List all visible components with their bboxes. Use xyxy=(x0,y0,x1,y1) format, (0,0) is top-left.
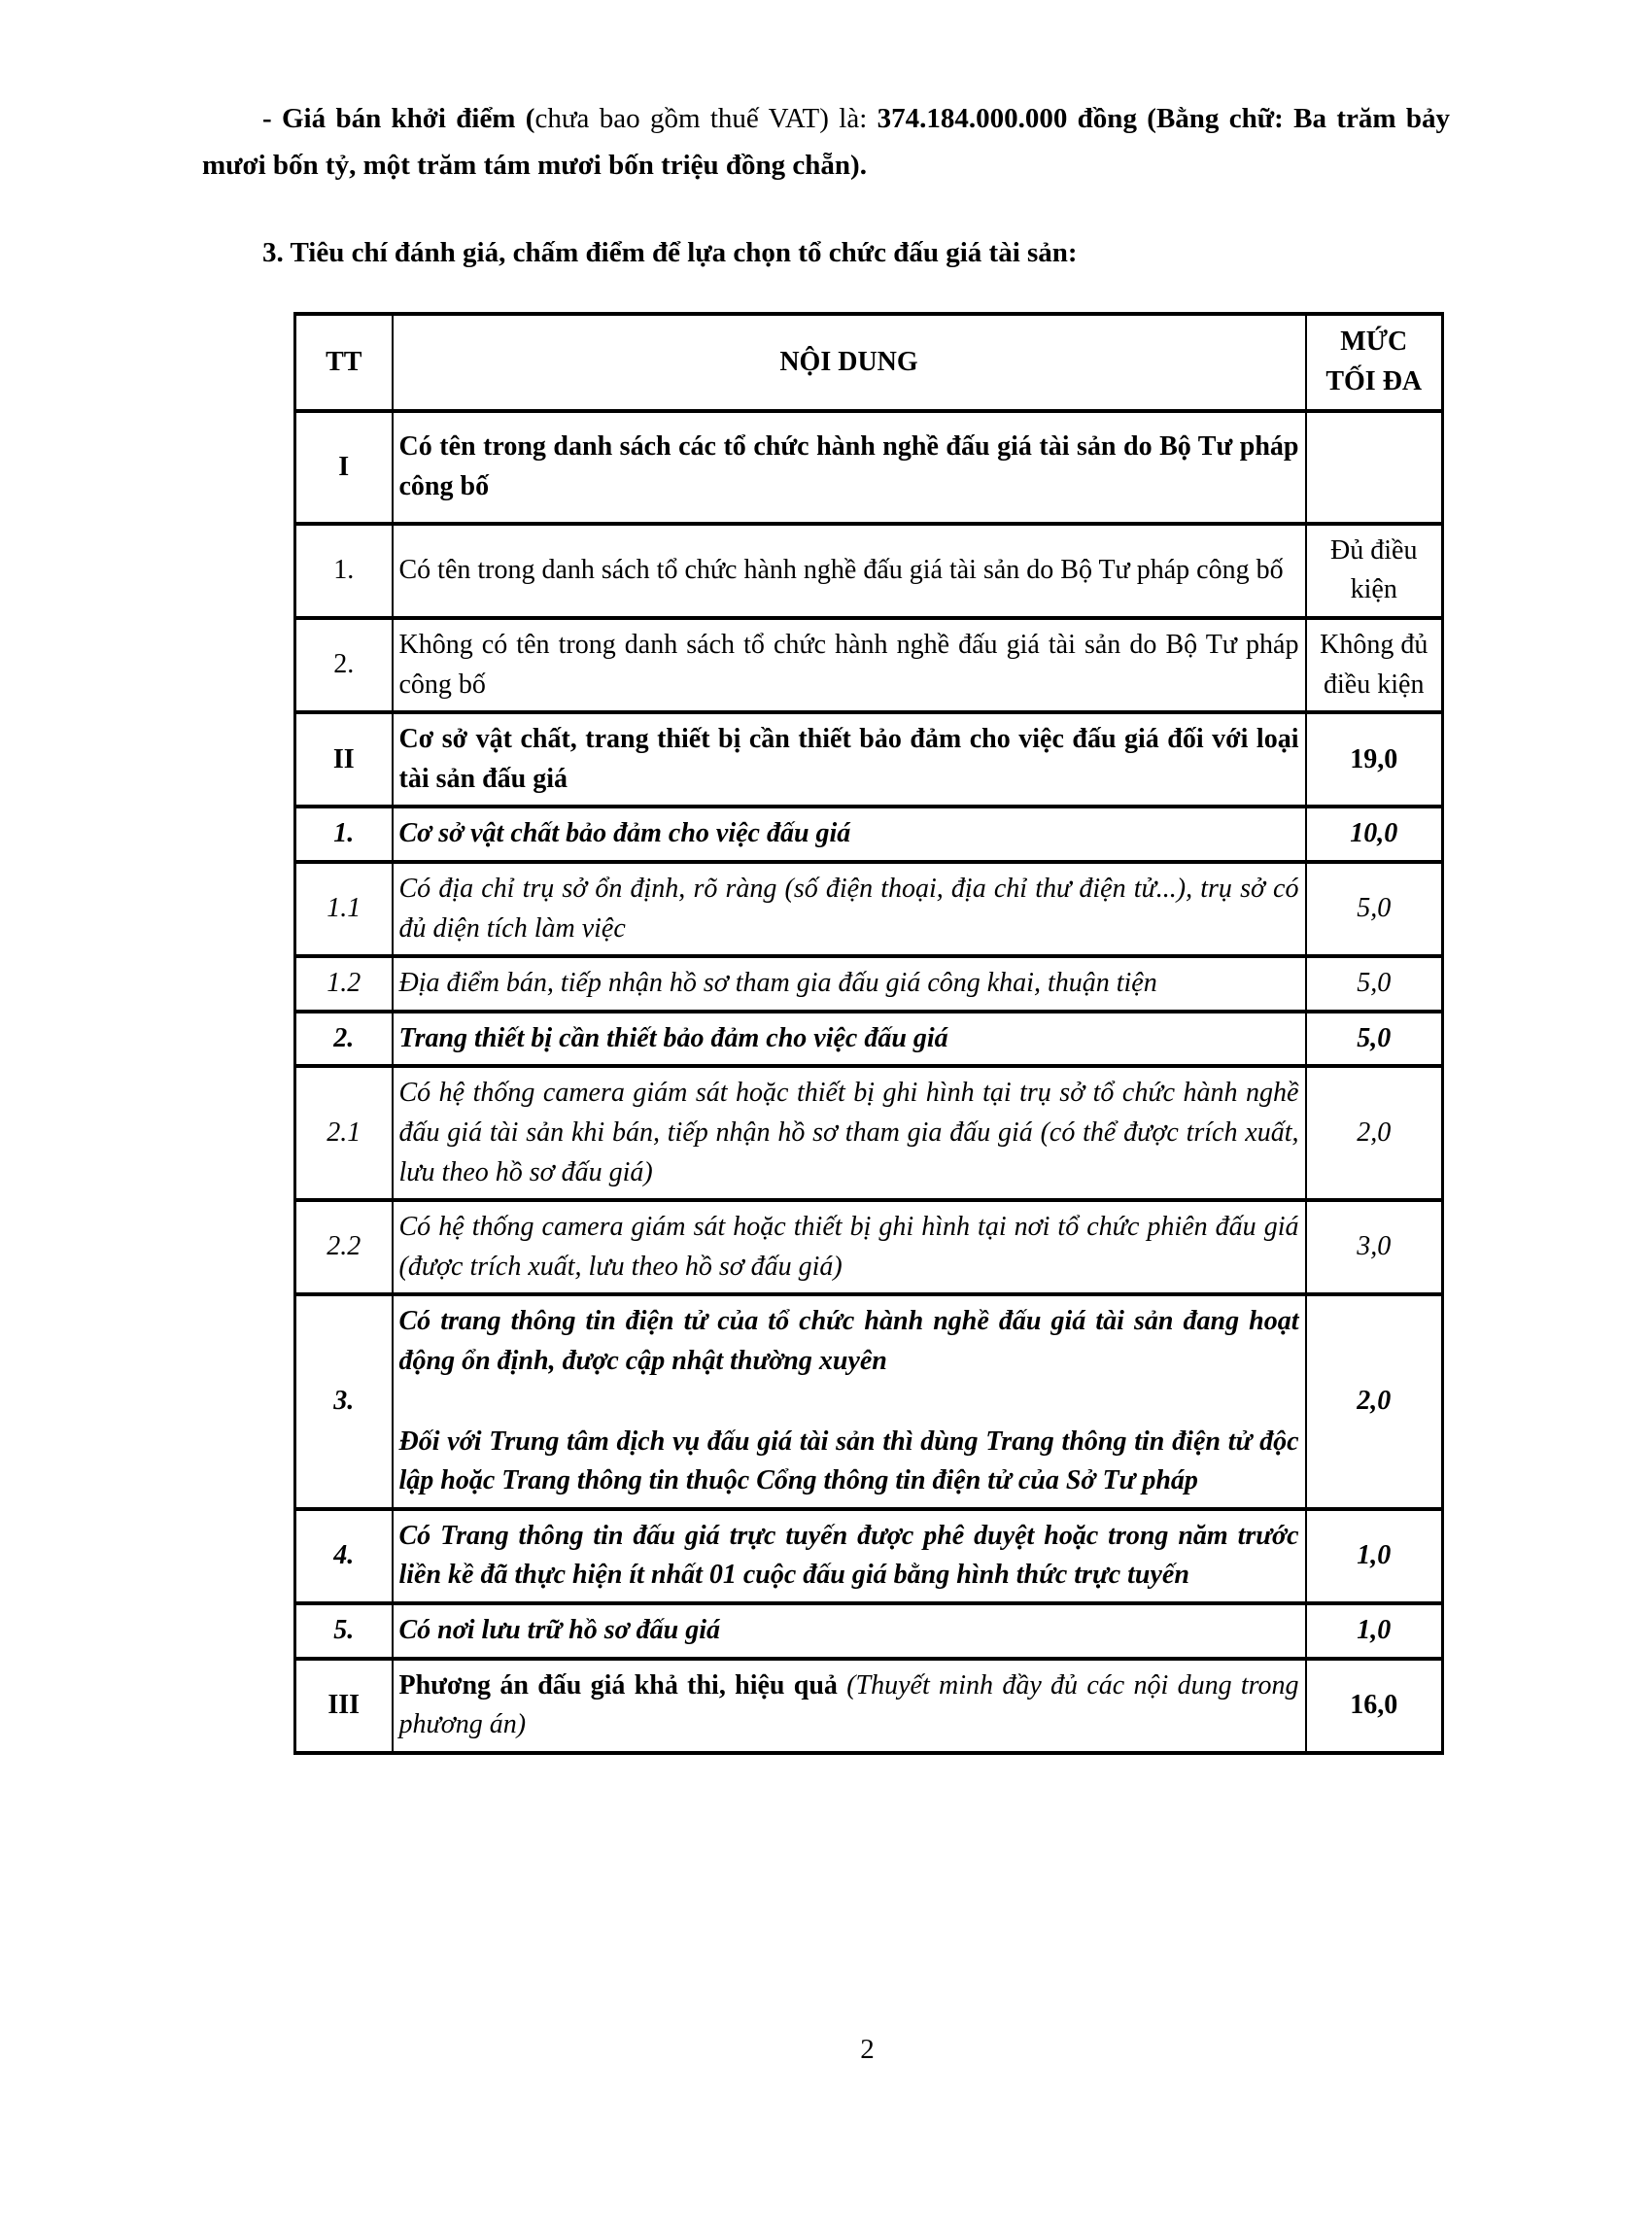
row-content-cell xyxy=(393,862,1306,956)
row-content-cell xyxy=(393,1012,1306,1067)
header-noi-dung: NỘI DUNG xyxy=(393,314,1306,411)
row-content-cell xyxy=(393,807,1306,862)
row-number-cell: I xyxy=(295,411,393,524)
criteria-table-body xyxy=(295,411,1443,1753)
row-number-cell: 2. xyxy=(295,618,393,712)
row-content-cell xyxy=(393,618,1306,712)
table-header-row xyxy=(295,314,1443,411)
document-page xyxy=(0,95,1652,2233)
table-row xyxy=(295,1200,1443,1294)
content-paragraph xyxy=(399,1208,1299,1287)
table-row xyxy=(295,524,1443,618)
row-score-cell: 2,0 xyxy=(1306,1066,1443,1200)
row-content-cell xyxy=(393,411,1306,524)
row-number-cell: 1.2 xyxy=(295,956,393,1012)
content-paragraph xyxy=(399,720,1299,799)
table-row xyxy=(295,1066,1443,1200)
content-paragraph xyxy=(399,1611,1299,1651)
content-text: Có trang thông tin điện tử của tổ chức hành nghề đấu giá tài sản đang hoạt động ổn định, được cập nhật thường xuyên xyxy=(398,1306,1299,1376)
content-text: Có địa chỉ trụ sở ổn định, rõ ràng (số điện thoại, địa chỉ thư điện tử...), trụ sở có đủ diện tích làm việc xyxy=(398,874,1299,944)
table-row xyxy=(295,712,1443,807)
content-paragraph xyxy=(399,1517,1299,1596)
row-number-cell: 1. xyxy=(295,807,393,862)
row-number-cell: 2. xyxy=(295,1012,393,1067)
table-row xyxy=(295,1603,1443,1659)
row-content-cell xyxy=(393,524,1306,618)
row-score-cell: 2,0 xyxy=(1306,1294,1443,1508)
row-score-cell: 19,0 xyxy=(1306,712,1443,807)
table-row xyxy=(295,618,1443,712)
row-score-cell: 16,0 xyxy=(1306,1659,1443,1753)
criteria-table xyxy=(293,312,1444,1755)
starting-price-value: 374.184.000.000 đồng xyxy=(877,103,1148,134)
row-content-cell xyxy=(393,1509,1306,1603)
content-text: Có hệ thống camera giám sát hoặc thiết bị ghi hình tại nơi tổ chức phiên đấu giá (được trích xuất, lưu theo hồ sơ đấu giá) xyxy=(398,1212,1299,1282)
row-content-cell xyxy=(393,1659,1306,1753)
content-paragraph xyxy=(399,1019,1299,1059)
content-text: Có tên trong danh sách các tổ chức hành nghề đấu giá tài sản do Bộ Tư pháp công bố xyxy=(398,431,1299,501)
content-text: Phương án đấu giá khả thi, hiệu quả xyxy=(398,1669,847,1701)
vat-note: chưa bao gồm thuế VAT) là: xyxy=(534,103,878,134)
content-text: Trang thiết bị cần thiết bảo đảm cho việc đấu giá xyxy=(398,1022,948,1053)
content-text: Có tên trong danh sách tổ chức hành nghề đấu giá tài sản do Bộ Tư pháp công bố xyxy=(398,555,1284,586)
content-paragraph xyxy=(399,1074,1299,1192)
content-paragraph xyxy=(399,428,1299,506)
content-text: Có nơi lưu trữ hồ sơ đấu giá xyxy=(398,1614,720,1645)
page-number: 2 xyxy=(860,2034,875,2065)
row-score-cell: Đủ điều kiện xyxy=(1306,524,1443,618)
row-content-cell xyxy=(393,712,1306,807)
row-number-cell: 1.1 xyxy=(295,862,393,956)
price-in-words: (Bằng chữ: Ba trăm bảy mươi bốn tỷ, một trăm tám mươi bốn triệu đồng chẵn). xyxy=(202,103,1450,182)
table-row xyxy=(295,1509,1443,1603)
content-text: Có Trang thông tin đấu giá trực tuyến được phê duyệt hoặc trong năm trước liền kề đã thực hiện ít nhất 01 cuộc đấu giá bằng hình thức trực tuyến xyxy=(398,1520,1299,1591)
table-row xyxy=(295,1012,1443,1067)
row-score-cell: 5,0 xyxy=(1306,1012,1443,1067)
content-text: Đối với Trung tâm dịch vụ đấu giá tài sản thì dùng Trang thông tin điện tử độc lập hoặc Trang thông tin thuộc Cổng thông tin điện tử của Sở Tư pháp xyxy=(398,1426,1299,1496)
content-paragraph xyxy=(399,1423,1299,1501)
content-paragraph xyxy=(399,626,1299,704)
header-tt: TT xyxy=(295,314,393,411)
content-text: (Thuyết minh đầy đủ các nội dung trong phương án) xyxy=(398,1669,1299,1740)
row-number-cell: 3. xyxy=(295,1294,393,1508)
row-content-cell xyxy=(393,1066,1306,1200)
row-content-cell xyxy=(393,1294,1306,1508)
row-number-cell: III xyxy=(295,1659,393,1753)
row-number-cell: 1. xyxy=(295,524,393,618)
content-text: Cơ sở vật chất bảo đảm cho việc đấu giá xyxy=(398,818,851,849)
table-row xyxy=(295,956,1443,1012)
content-paragraph xyxy=(399,551,1299,591)
content-paragraph xyxy=(399,1666,1299,1745)
row-number-cell: 2.1 xyxy=(295,1066,393,1200)
row-score-cell: 10,0 xyxy=(1306,807,1443,862)
table-row xyxy=(295,807,1443,862)
table-row xyxy=(295,1294,1443,1508)
row-score-cell: 3,0 xyxy=(1306,1200,1443,1294)
row-number-cell: 5. xyxy=(295,1603,393,1659)
content-text: Địa điểm bán, tiếp nhận hồ sơ tham gia đấu giá công khai, thuận tiện xyxy=(398,968,1157,999)
row-number-cell: II xyxy=(295,712,393,807)
row-score-cell: 5,0 xyxy=(1306,956,1443,1012)
content-text: Có hệ thống camera giám sát hoặc thiết bị ghi hình tại trụ sở tổ chức hành nghề đấu giá tài sản khi bán, tiếp nhận hồ sơ tham gia đấu giá (có thể được trích xuất, lưu theo hồ sơ đấu giá) xyxy=(398,1078,1299,1187)
table-row xyxy=(295,862,1443,956)
row-score-cell: 1,0 xyxy=(1306,1603,1443,1659)
table-row xyxy=(295,1659,1443,1753)
row-score-cell: 1,0 xyxy=(1306,1509,1443,1603)
content-paragraph xyxy=(399,964,1299,1004)
content-paragraph xyxy=(399,1302,1299,1381)
row-content-cell xyxy=(393,956,1306,1012)
content-text: Không có tên trong danh sách tổ chức hành nghề đấu giá tài sản do Bộ Tư pháp công bố xyxy=(398,630,1299,700)
table-row xyxy=(295,411,1443,524)
row-content-cell xyxy=(393,1200,1306,1294)
header-muc-toi-da: MỨC TỐI ĐA xyxy=(1306,314,1443,411)
starting-price-paragraph xyxy=(202,95,1450,189)
row-content-cell xyxy=(393,1603,1306,1659)
row-score-cell: 5,0 xyxy=(1306,862,1443,956)
starting-price-label: - Giá bán khởi điểm ( xyxy=(262,103,535,134)
row-score-cell xyxy=(1306,411,1443,524)
row-number-cell: 2.2 xyxy=(295,1200,393,1294)
row-score-cell: Không đủ điều kiện xyxy=(1306,618,1443,712)
section-heading: 3. Tiêu chí đánh giá, chấm điểm để lựa chọn tổ chức đấu giá tài sản: xyxy=(262,237,1078,269)
row-number-cell: 4. xyxy=(295,1509,393,1603)
content-paragraph xyxy=(399,814,1299,854)
content-text: Cơ sở vật chất, trang thiết bị cần thiết bảo đảm cho việc đấu giá đối với loại tài sản đấu giá xyxy=(398,724,1299,794)
content-paragraph xyxy=(399,870,1299,948)
